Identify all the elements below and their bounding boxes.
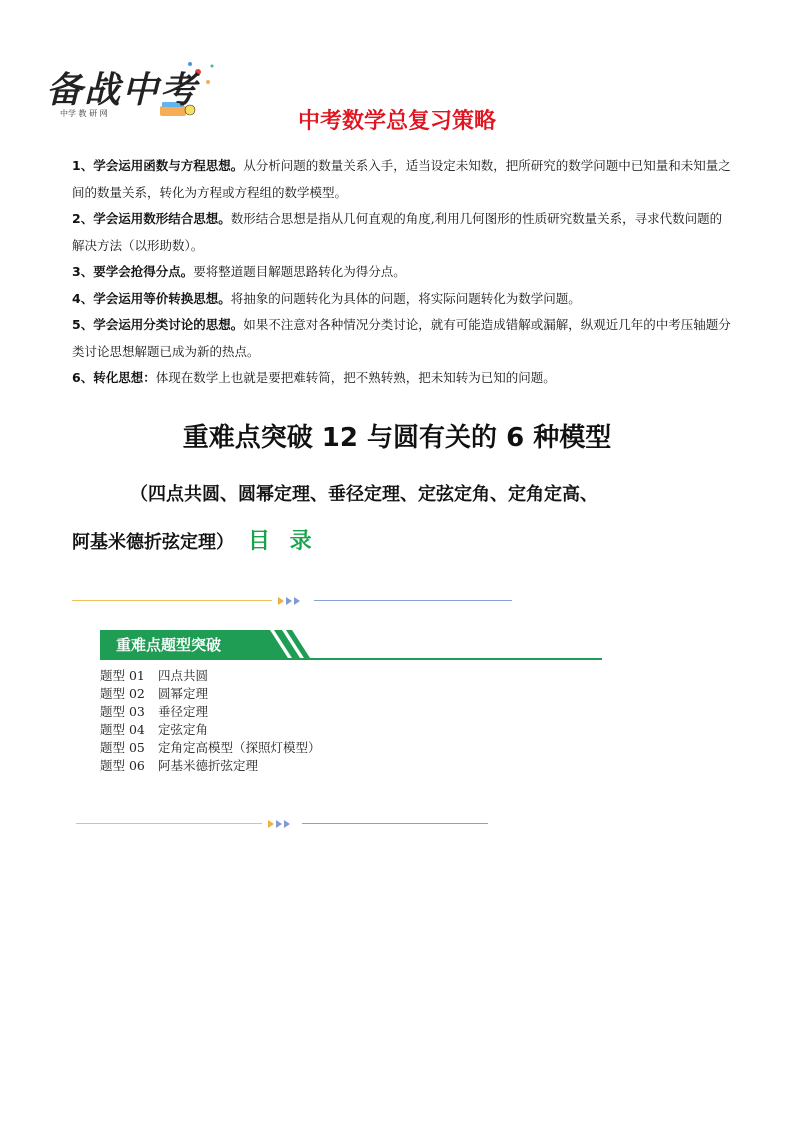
strategy-body: 要将整道题目解题思路转化为得分点。 <box>193 264 406 279</box>
type-name: 圆幂定理 <box>158 686 209 701</box>
strategy-item <box>72 259 732 286</box>
list-item <box>100 703 321 721</box>
chapter-title: 重难点突破 12 与圆有关的 6 种模型 <box>182 423 612 453</box>
strategy-lead: 6、转化思想： <box>72 370 156 385</box>
main-title: 中考数学总复习策略 <box>297 109 496 134</box>
logo-subtext: 中学 教 研 网 <box>60 109 108 118</box>
list-item <box>100 757 321 775</box>
strategy-item <box>72 312 732 365</box>
section-banner <box>100 626 602 662</box>
strategy-body: 数形结合思想是指从几何直观的角度,利用几何图形的性质研究数量关系，寻求代数问题的解决方法（以形助数）。 <box>72 211 723 253</box>
chapter-subtitle: （四点共圆、圆幂定理、垂径定理、定弦定角、定角定高、 <box>130 484 598 505</box>
strategy-lead: 5、学会运用分类讨论的思想。 <box>72 317 244 332</box>
type-number: 题型 03 <box>100 704 145 719</box>
strategy-lead: 3、要学会抢得分点。 <box>72 264 194 279</box>
type-list <box>100 667 321 775</box>
type-name: 垂径定理 <box>158 704 209 719</box>
type-number: 题型 04 <box>100 722 145 737</box>
arrow-icon <box>278 596 304 606</box>
strategy-body: 体现在数学上也就是要把难转简，把不熟转熟，把未知转为已知的问题。 <box>155 370 556 385</box>
strategy-item <box>72 206 732 259</box>
type-name: 定角定高模型（探照灯模型） <box>158 740 321 755</box>
toc-label: 目 录 <box>248 529 318 554</box>
strategy-item <box>72 153 732 206</box>
strategy-lead: 2、学会运用数形结合思想。 <box>72 211 231 226</box>
strategy-item <box>72 286 732 313</box>
list-item <box>100 667 321 685</box>
type-name: 四点共圆 <box>158 668 209 683</box>
logo-text: 备战中考 <box>46 69 199 111</box>
type-name: 阿基米德折弦定理 <box>158 758 259 773</box>
arrow-icon <box>268 819 294 829</box>
strategy-item <box>72 365 732 392</box>
strategy-body: 如果不注意对各种情况分类讨论，就有可能造成错解或漏解，纵观近几年的中考压轴题分类讨论思想解题已成为新的热点。 <box>72 317 731 359</box>
chapter-subtitle-cont <box>72 524 318 555</box>
list-item <box>100 739 321 757</box>
list-item <box>100 721 321 739</box>
strategy-lead: 4、学会运用等价转换思想。 <box>72 290 231 306</box>
strategy-list <box>72 153 732 392</box>
type-name: 定弦定角 <box>158 722 209 737</box>
toc-divider-bottom <box>76 819 488 829</box>
type-number: 题型 01 <box>100 668 145 683</box>
chapter-subtitle-end: 阿基米德折弦定理） <box>72 532 234 553</box>
type-number: 题型 02 <box>100 686 145 701</box>
strategy-lead: 1、学会运用函数与方程思想。 <box>72 158 244 173</box>
strategy-body: 从分析问题的数量关系入手，适当设定未知数，把所研究的数学问题中已知量和未知量之间的数量关系，转化为方程或方程组的数学模型。 <box>72 158 731 200</box>
banner-label: 重难点题型突破 <box>116 636 222 654</box>
type-number: 题型 05 <box>100 740 145 755</box>
strategy-body: 将抽象的问题转化为具体的问题，将实际问题转化为数学问题。 <box>230 290 581 306</box>
toc-divider-top <box>72 596 512 606</box>
type-number: 题型 06 <box>100 758 145 773</box>
list-item <box>100 685 321 703</box>
